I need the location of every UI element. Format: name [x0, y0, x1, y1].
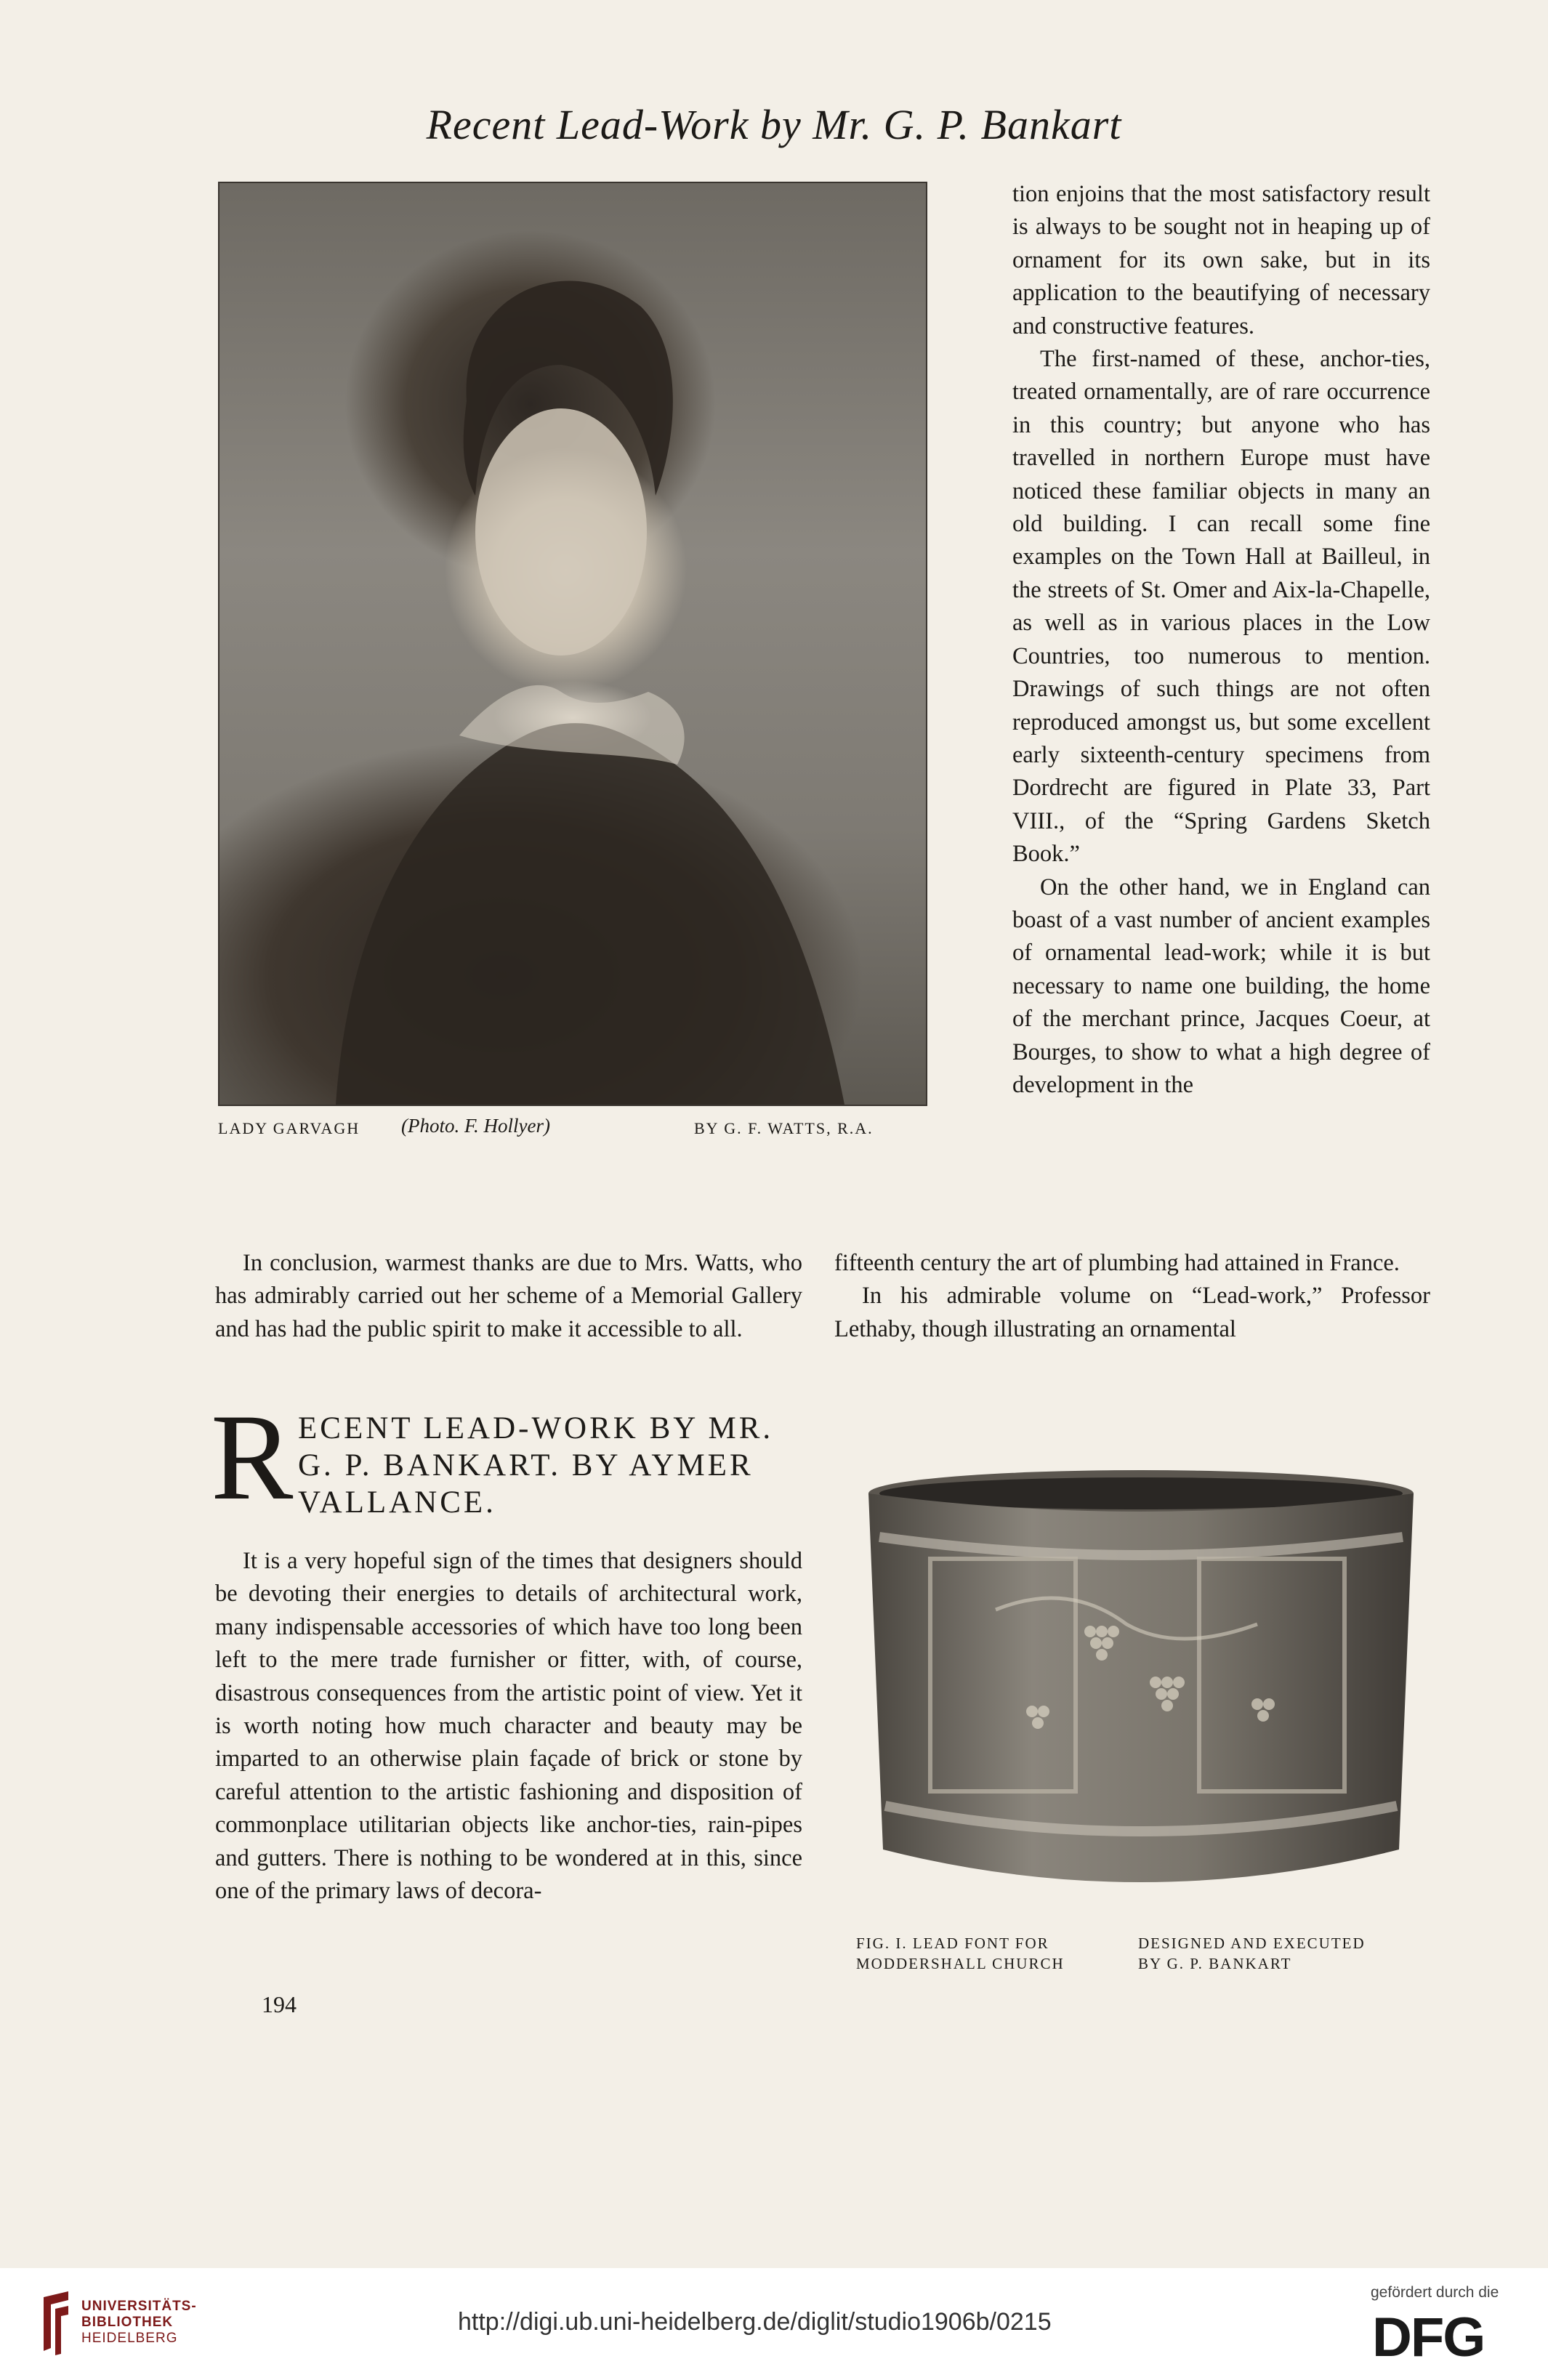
figure-caption-left — [856, 1933, 1065, 1974]
paragraph-lethaby: In his admirable volume on “Lead-work,” Professor Lethaby, though illustrating an ornamental — [834, 1283, 1430, 1342]
paragraph-decoration-laws: tion enjoins that the most satisfactory result is always to be sought not in heaping up of ornament for its own sake, but in its application to the beautifying of necessary and constructive features. — [1012, 181, 1430, 339]
page-number: 194 — [262, 1991, 297, 2017]
library-name-line2: BIBLIOTHEK — [81, 2315, 174, 2330]
funding-note: gefördert durch die — [1371, 2284, 1499, 2301]
library-name-line3: HEIDELBERG — [81, 2331, 178, 2346]
section-dropcap: R — [211, 1389, 294, 1525]
portrait-caption-credit: (Photo. F. Hollyer) — [401, 1115, 550, 1137]
paragraph-fifteenth-century: fifteenth century the art of plumbing had attained in France. — [834, 1250, 1400, 1276]
section-title-line1: ECENT LEAD-WORK BY MR. — [298, 1411, 774, 1445]
figure-caption-right — [1138, 1933, 1366, 1974]
portrait-caption-artist: BY G. F. WATTS, R.A. — [694, 1119, 874, 1137]
left-column-intro — [215, 1545, 802, 1908]
paragraph-conclusion: In conclusion, warmest thanks are due to Mrs. Watts, who has admirably carried out her scheme of a Memorial Gallery and has had the public spirit to make it accessible to all. — [215, 1250, 802, 1342]
figure-caption-left-line1: FIG. I. LEAD FONT FOR — [856, 1935, 1049, 1952]
portrait-caption-subject: LADY GARVAGH — [218, 1119, 360, 1137]
paragraph-anchor-ties: The first-named of these, anchor-ties, treated ornamentally, are of rare occurrence in this country; but anyone who has travelled in northern Europe must have noticed these familiar objects in many an old building. I can recall some fine examples on the Town Hall at Bailleul, in the streets of St. Omer and Aix-la-Chapelle, as well as in various places in the Low Countries, too numerous to mention. Drawings of such things are not often reproduced amongst us, but some excellent early sixteenth-century specimens from Dordrecht are figured in Plate 33, Part VIII., of the “Spring Gardens Sketch Book.” — [1012, 346, 1430, 868]
library-logo-icon — [39, 2290, 73, 2357]
portrait-photo-lady-garvagh — [218, 182, 927, 1106]
running-title: Recent Lead-Work by Mr. G. P. Bankart — [426, 101, 1122, 148]
left-column-conclusion — [215, 1247, 802, 1346]
right-column-top — [1012, 178, 1430, 1102]
figure-caption-left-line2: MODDERSHALL CHURCH — [856, 1955, 1065, 1972]
library-name-line1: UNIVERSITÄTS- — [81, 2299, 197, 2314]
paragraph-intro: It is a very hopeful sign of the times that designers should be devoting their energies to details of architectural work, many indispensable accessories of which have too long been left to the mere trade furnisher or fitter, with, of course, disastrous consequences from the artistic point of view. Yet it is worth noting how much character and beauty may be imparted to an otherwise plain façade of brick or stone by careful attention to the artistic fashioning and disposition of commonplace utilitarian objects like anchor-ties, rain-pipes and gutters. There is nothing to be wondered at in this, since one of the primary laws of decora- — [215, 1548, 802, 1905]
figure-caption-right-line2: BY G. P. BANKART — [1138, 1955, 1292, 1972]
paragraph-england-lead-work: On the other hand, we in England can boast of a vast number of ancient examples of ornamental lead-work; while it is but necessary to name one building, the home of the merchant prince, Jacques Coeur, at Bourges, to show to what a high degree of development in the — [1012, 874, 1430, 1098]
section-title — [298, 1410, 807, 1521]
library-name — [81, 2299, 197, 2347]
figure-caption-right-line1: DESIGNED AND EXECUTED — [1138, 1935, 1366, 1952]
right-column-continued — [834, 1247, 1430, 1346]
section-title-line3: VALLANCE. — [298, 1485, 496, 1520]
footer-bar — [0, 2268, 1548, 2380]
lead-font-photo — [850, 1464, 1432, 1915]
section-title-line2: G. P. BANKART. BY AYMER — [298, 1448, 754, 1483]
digital-library-url-link[interactable]: http://digi.ub.uni-heidelberg.de/diglit/studio1906b/0215 — [458, 2308, 1052, 2336]
dfg-logo: DFG — [1372, 2307, 1485, 2368]
